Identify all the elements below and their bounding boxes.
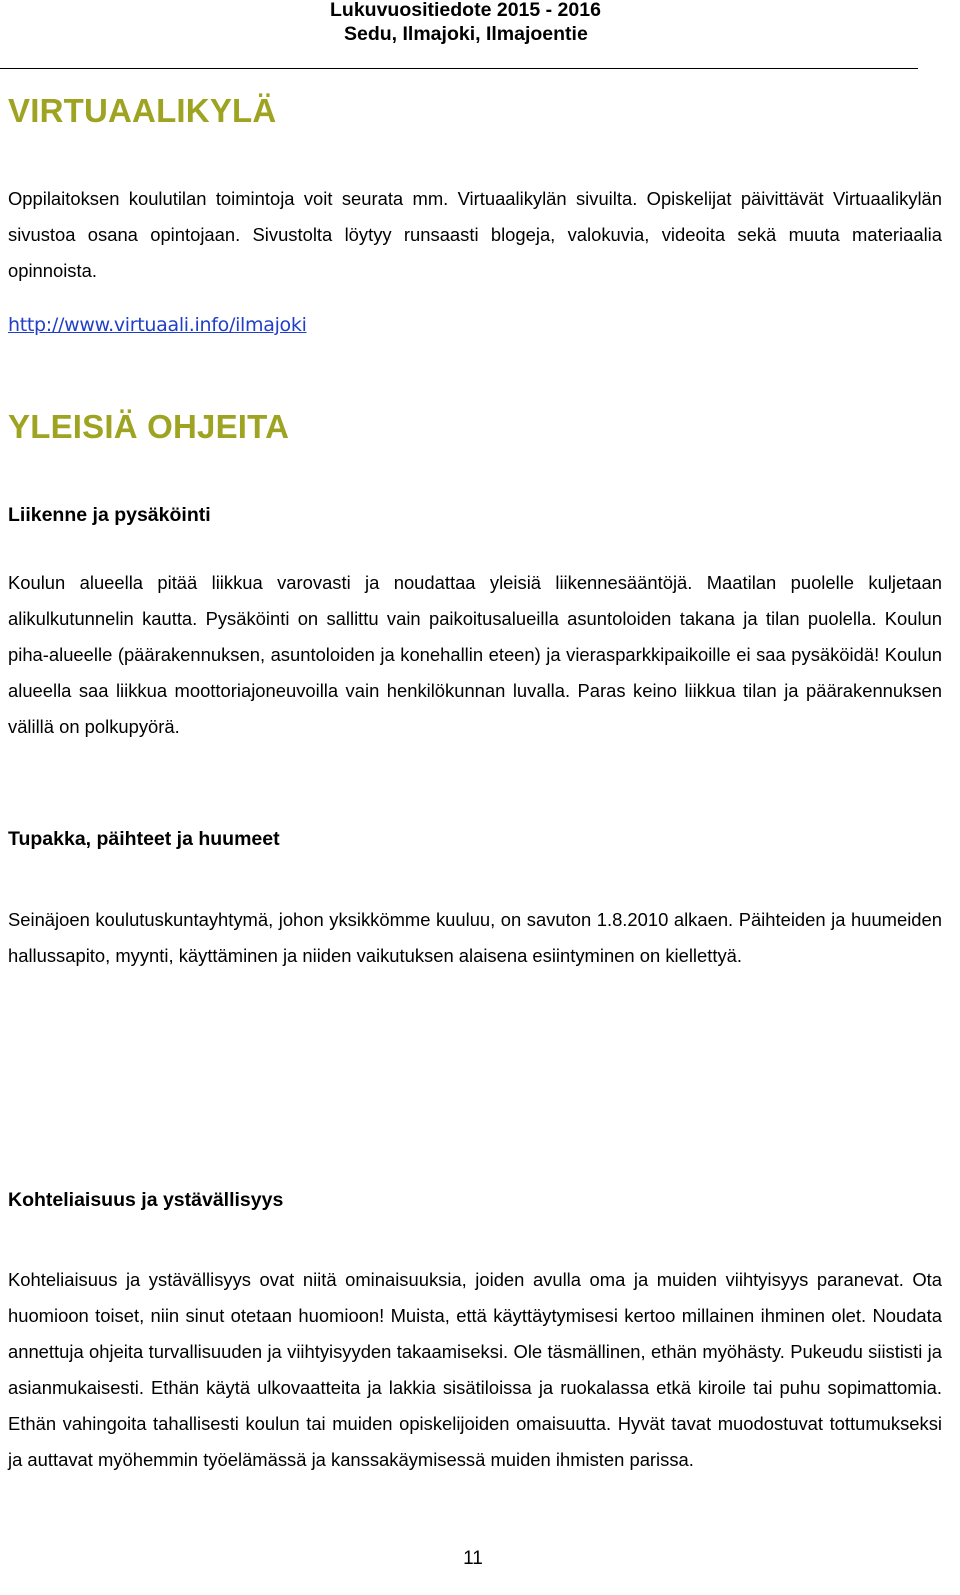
page-header xyxy=(0,0,918,69)
heading-kohteliaisuus: Kohteliaisuus ja ystävällisyys xyxy=(8,1189,284,1211)
heading-liikenne: Liikenne ja pysäköinti xyxy=(8,504,211,526)
virtuaali-link[interactable]: http://www.virtuaali.info/ilmajoki xyxy=(8,314,307,336)
header-title: Lukuvuositiedote 2015 - 2016 xyxy=(330,0,601,21)
virtuaalikyla-paragraph: Oppilaitoksen koulutilan toimintoja voit seurata mm. Virtuaalikylän sivuilta. Opiskelijat päivittävät Virtuaalikylän sivustoa osana opintojaan. Sivustolta löytyy runsaasti blogeja, valokuvia, videoita sekä muuta materiaalia opinnoista. xyxy=(8,188,942,281)
header-subtitle: Sedu, Ilmajoki, Ilmajoentie xyxy=(344,23,588,45)
liikenne-paragraph: Koulun alueella pitää liikkua varovasti ja noudattaa yleisiä liikennesääntöjä. Maatilan puolelle kuljetaan alikulkutunnelin kautta. Pysäköinti on sallittu vain paikoitusalueilla asuntoloiden takana ja tilan puolella. Koulun piha-alueelle (päärakennuksen, asuntoloiden ja konehallin eteen) ja vierasparkkipaikoille ei saa pysäköidä! Koulun alueella saa liikkua moottoriajoneuvoilla vain henkilökunnan luvalla. Paras keino liikkua tilan ja päärakennuksen välillä on polkupyörä. xyxy=(8,572,942,737)
section-title-yleisia-ohjeita: YLEISIÄ OHJEITA xyxy=(8,408,290,445)
tupakka-paragraph: Seinäjoen koulutuskuntayhtymä, johon yksikkömme kuuluu, on savuton 1.8.2010 alkaen. Päihteiden ja huumeiden hallussapito, myynti, käyttäminen ja niiden vaikutuksen alaisena esiintyminen on kiellettyä. xyxy=(8,909,942,966)
section-title-virtuaalikyla: VIRTUAALIKYLÄ xyxy=(8,92,277,129)
heading-tupakka: Tupakka, päihteet ja huumeet xyxy=(8,828,280,850)
kohteliaisuus-paragraph: Kohteliaisuus ja ystävällisyys ovat niitä ominaisuuksia, joiden avulla oma ja muiden viihtyisyys paranevat. Ota huomioon toiset, niin sinut otetaan huomioon! Muista, että käyttäytymisesi kertoo millainen ihminen olet. Noudata annettuja ohjeita turvallisuuden ja viihtyisyyden takaamiseksi. Ole täsmällinen, ethän myöhästy. Pukeudu siististi ja asianmukaisesti. Ethän käytä ulkovaatteita ja lakkia sisätiloissa ja ruokalassa etkä kiroile tai puhu sopimattomia. Ethän vahingoita tahallisesti koulun tai muiden opiskelijoiden omaisuutta. Hyvät tavat muodostuvat tottumukseksi ja auttavat myöhemmin työelämässä ja kanssakäymisessä muiden ihmisten parissa. xyxy=(8,1269,942,1470)
page-number: 11 xyxy=(463,1548,483,1569)
